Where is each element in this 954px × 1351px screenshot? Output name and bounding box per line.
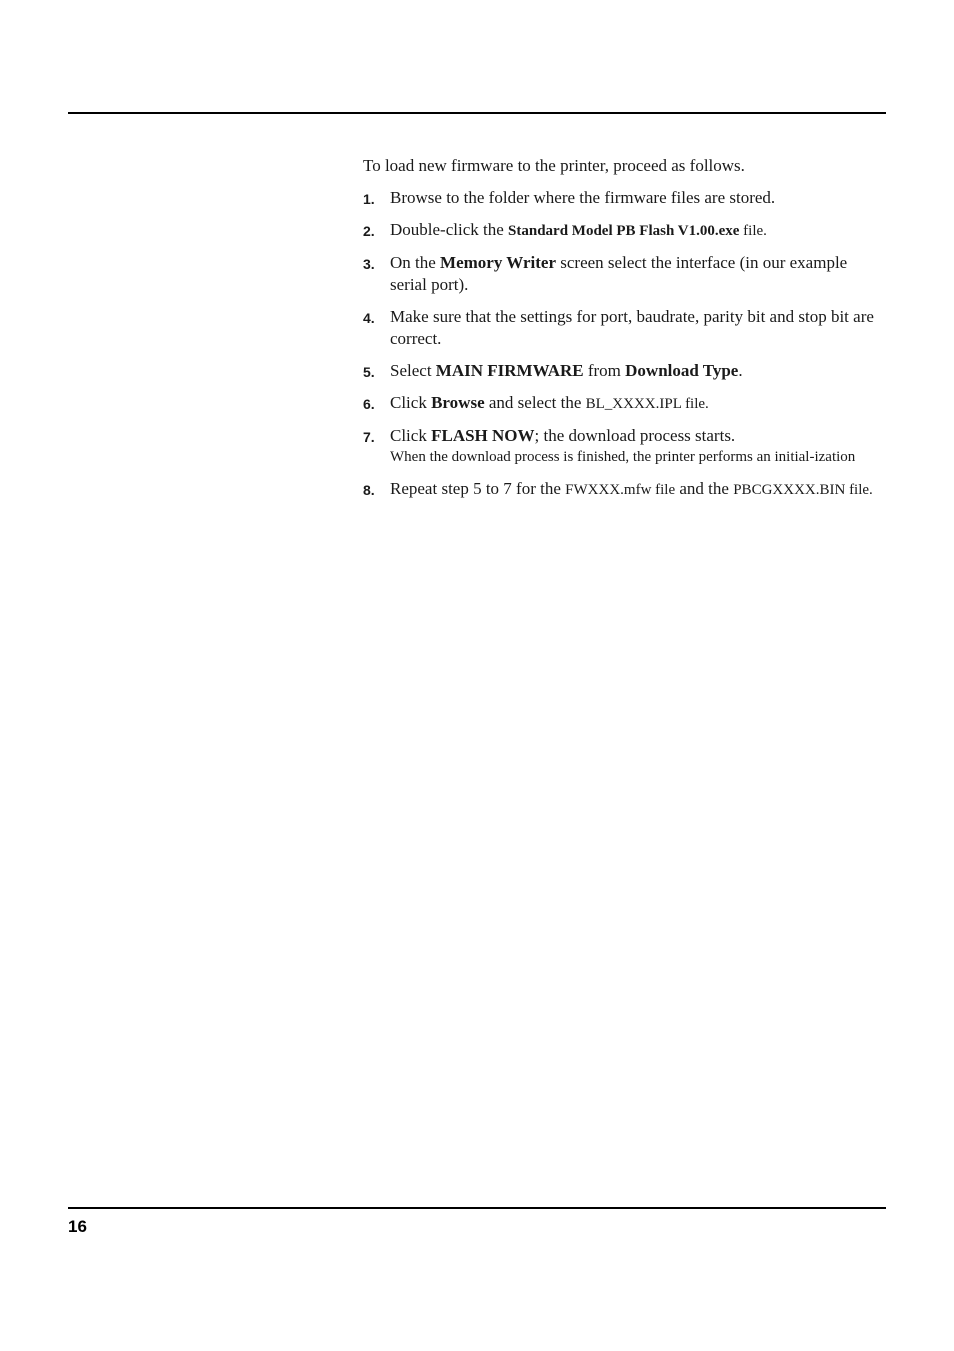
file-name: Standard Model PB Flash V1.00.exe <box>508 223 740 239</box>
step-text: Click <box>390 393 432 412</box>
step-number: 7. <box>363 429 375 445</box>
step-text: Click <box>390 426 432 445</box>
step-text: file. <box>739 223 767 239</box>
document-body <box>363 155 888 511</box>
file-name: FWXXX.mfw file <box>565 482 676 498</box>
step-text: screen select the interface (in our example serial port). <box>390 253 848 294</box>
step-number: 3. <box>363 256 375 272</box>
step-text: ; the download process starts. <box>534 426 736 445</box>
step-number: 6. <box>363 396 375 412</box>
list-item <box>363 478 888 501</box>
step-text: . <box>738 361 743 380</box>
step-number: 2. <box>363 223 375 239</box>
button-name: Browse <box>431 393 485 412</box>
list-item <box>363 219 888 242</box>
page-number: 16 <box>68 1217 87 1236</box>
step-text: Double-click the <box>390 220 509 239</box>
footer-rule <box>68 1207 886 1209</box>
step-text: Repeat step 5 to 7 for the <box>390 479 566 498</box>
step-number: 5. <box>363 364 375 380</box>
header-rule <box>68 112 886 114</box>
step-text: and the <box>675 479 734 498</box>
step-text: Browse to the folder where the firmware files are stored. <box>390 188 776 207</box>
intro-paragraph: To load new firmware to the printer, proceed as follows. <box>363 156 745 175</box>
steps-list <box>363 187 888 501</box>
list-item <box>363 306 888 350</box>
step-number: 8. <box>363 482 375 498</box>
file-name: PBCGXXXX.BIN file. <box>733 482 873 498</box>
screen-name: Memory Writer <box>440 253 557 272</box>
step-text: and select the <box>484 393 586 412</box>
field-name: Download Type <box>625 361 739 380</box>
step-number: 1. <box>363 191 375 207</box>
list-item <box>363 360 888 382</box>
step-text: On the <box>390 253 441 272</box>
list-item <box>363 187 888 209</box>
step-text: Select <box>390 361 436 380</box>
step-number: 4. <box>363 310 375 326</box>
step-text: from <box>583 361 626 380</box>
step-text: Make sure that the settings for port, baudrate, parity bit and stop bit are correct. <box>390 307 874 348</box>
list-item <box>363 425 888 468</box>
list-item <box>363 252 888 296</box>
option-name: MAIN FIRMWARE <box>435 361 584 380</box>
list-item <box>363 392 888 415</box>
button-name: FLASH NOW <box>431 426 535 445</box>
step-note: When the download process is finished, the printer performs an initial-ization <box>390 449 856 465</box>
file-name: BL_XXXX.IPL file. <box>585 396 709 412</box>
